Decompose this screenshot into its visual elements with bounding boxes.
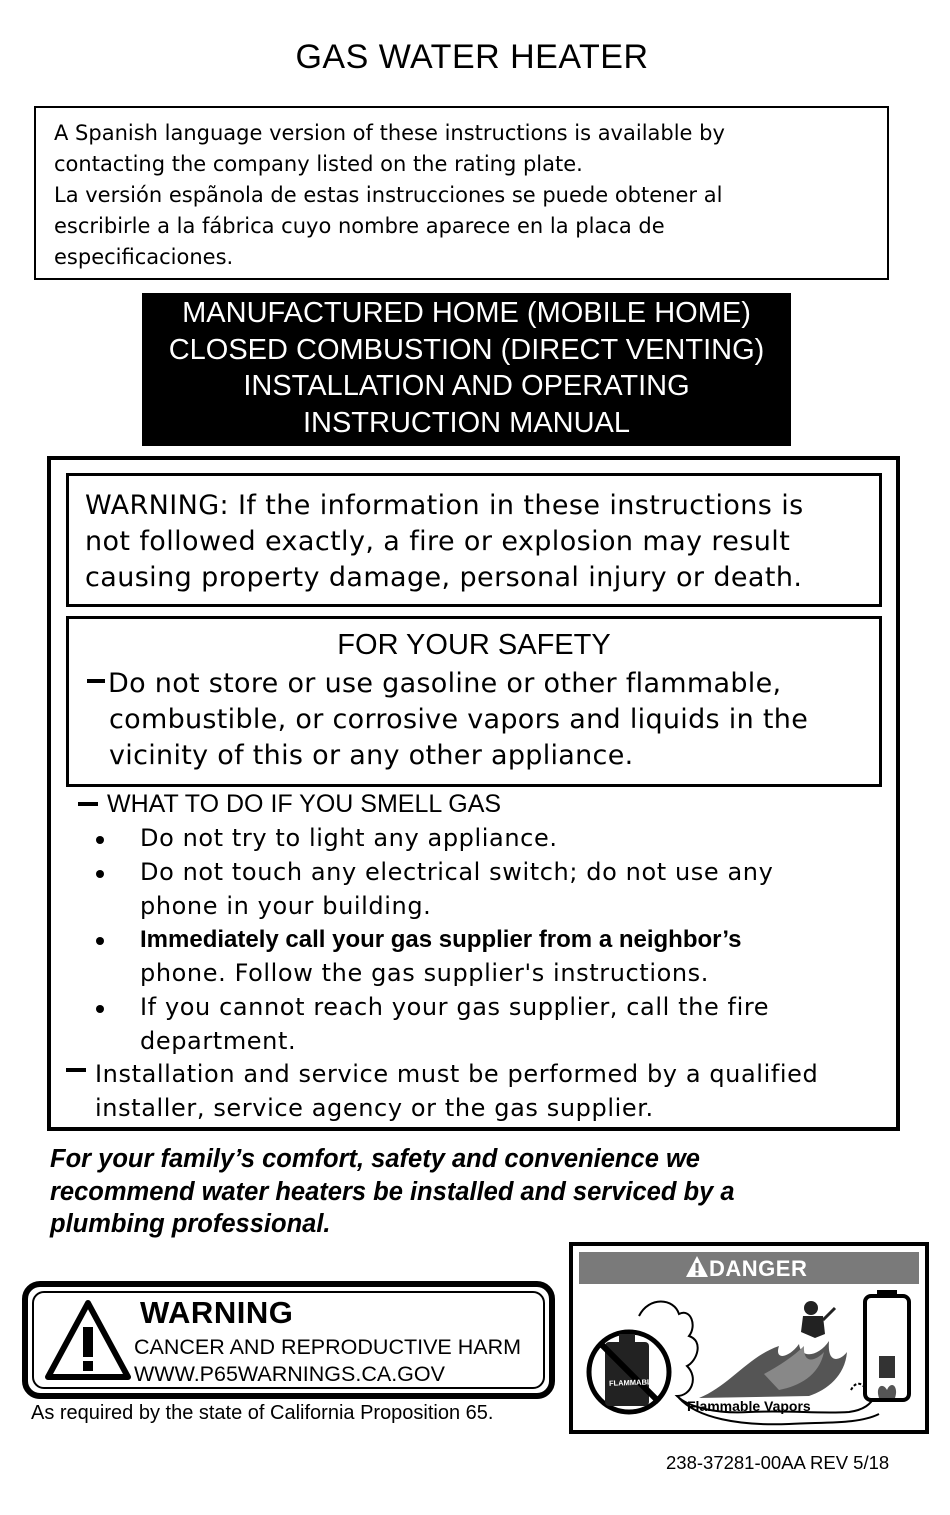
family-note-line: recommend water heaters be installed and serviced by a	[50, 1177, 735, 1206]
bullet-line-bold: Immediately call your gas supplier from a neighbor’s	[140, 926, 742, 953]
dash-marker	[66, 1068, 86, 1072]
spanish-notice-box	[34, 106, 889, 280]
family-note-line: plumbing professional.	[50, 1210, 331, 1238]
page-title: GAS WATER HEATER	[295, 38, 649, 76]
warning-triangle-icon	[685, 1255, 709, 1279]
bullet-line: Do not touch any electrical switch; do not use any	[140, 858, 774, 886]
installation-text	[95, 1058, 885, 1125]
family-note-line: For your family’s comfort, safety and convenience we	[50, 1145, 700, 1173]
bullet-line: phone. Follow the gas supplier's instructions.	[140, 958, 710, 987]
installation-line: Installation and service must be performed by a qualified	[95, 1060, 819, 1088]
prop65-warning-label	[22, 1281, 555, 1399]
bullet-line: If you cannot reach your gas supplier, call the fire	[140, 993, 770, 1021]
danger-word: DANGER	[709, 1256, 808, 1281]
safety-line: vicinity of this or any other appliance.	[109, 740, 634, 771]
warning-triangle-icon	[44, 1297, 132, 1381]
spanish-notice-line: especificaciones.	[54, 245, 234, 269]
prop65-note: As required by the state of California Proposition 65.	[31, 1402, 494, 1424]
bullet-item	[140, 822, 870, 856]
document-code: 238-37281-00AA REV 5/18	[666, 1452, 890, 1473]
spanish-notice-line: La versión espãnola de estas instrucciones se puede obtener al	[54, 183, 723, 207]
bullet-icon	[96, 1005, 104, 1013]
safety-line: Do not store or use gasoline or other flammable,	[108, 668, 782, 699]
warning-line: not followed exactly, a fire or explosion may result	[85, 526, 791, 557]
prop65-line: CANCER AND REPRODUCTIVE HARM	[134, 1335, 522, 1359]
bullet-icon	[96, 836, 104, 844]
spanish-notice-line: contacting the company listed on the rating plate.	[54, 152, 583, 176]
safety-box	[66, 616, 882, 787]
bullet-item	[140, 923, 870, 990]
safety-text	[109, 666, 879, 774]
danger-label	[569, 1242, 929, 1434]
warning-line: causing property damage, personal injury or death.	[85, 562, 803, 593]
bullet-line: Do not try to light any appliance.	[140, 824, 558, 852]
spanish-notice-line: escribirle a la fábrica cuyo nombre aparece en la placa de	[54, 214, 665, 238]
warning-line: WARNING: If the information in these instructions is	[85, 490, 804, 521]
banner-line: INSTALLATION AND OPERATING	[243, 370, 690, 402]
smell-gas-heading: WHAT TO DO IF YOU SMELL GAS	[107, 790, 502, 818]
banner-line: CLOSED COMBUSTION (DIRECT VENTING)	[168, 333, 765, 366]
danger-header-bar	[579, 1252, 919, 1284]
safety-line: combustible, or corrosive vapors and liquids in the	[109, 704, 809, 735]
bullet-item	[140, 991, 870, 1058]
warning-box	[66, 473, 882, 607]
prop65-warning-word: WARNING	[140, 1295, 294, 1330]
bullet-line: phone in your building.	[140, 891, 432, 920]
banner-line: MANUFACTURED HOME (MOBILE HOME)	[182, 297, 751, 329]
manual-title-banner	[142, 293, 791, 446]
banner-line: INSTRUCTION MANUAL	[302, 406, 631, 439]
dash-marker	[78, 802, 98, 806]
safety-title: FOR YOUR SAFETY	[337, 629, 611, 661]
bullet-item	[140, 856, 870, 923]
family-note	[50, 1143, 830, 1241]
dash-marker	[87, 679, 105, 683]
bullet-icon	[96, 937, 104, 945]
prop65-link: WWW.P65WARNINGS.CA.GOV	[134, 1362, 445, 1386]
flammable-can-label: FLAMMABLE	[608, 1377, 657, 1388]
flammable-vapors-caption: Flammable Vapors	[687, 1398, 811, 1414]
bullet-icon	[96, 870, 104, 878]
spanish-notice-line: A Spanish language version of these instructions is available by	[54, 121, 725, 145]
bullet-line: department.	[140, 1026, 297, 1055]
installation-line: installer, service agency or the gas supplier.	[95, 1093, 654, 1122]
